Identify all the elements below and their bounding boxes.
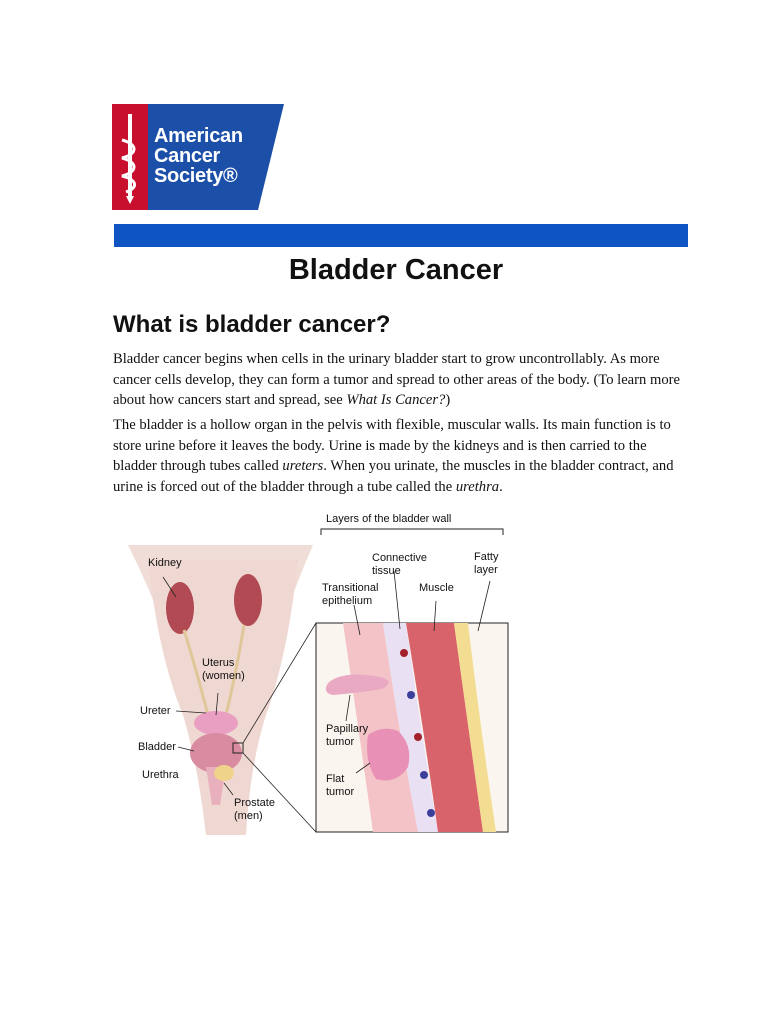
document-title: Bladder Cancer xyxy=(288,254,504,286)
anatomy-illustration xyxy=(128,505,518,840)
header-bar xyxy=(114,224,688,247)
label-papillary-tumor: Papillary tumor xyxy=(326,723,369,748)
figure-title: Layers of the bladder wall xyxy=(326,513,452,525)
bladder-anatomy-figure xyxy=(128,505,518,840)
paragraph-bladder xyxy=(113,415,683,497)
acs-logo xyxy=(112,104,284,210)
label-uterus: Uterus (women) xyxy=(202,657,245,682)
label-fatty-layer: Fatty layer xyxy=(474,551,499,576)
logo-line-2: Cancer xyxy=(154,145,221,167)
label-bladder: Bladder xyxy=(138,741,176,753)
paragraph-intro-text: Bladder cancer begins when cells in the urinary bladder start to grow uncontrollably. As more cancer cells develop, they can form a tumor and spread to other areas of the body. (To learn more about how cancers start and spread, see xyxy=(113,351,680,408)
label-urethra: Urethra xyxy=(142,769,179,781)
logo-line-3: Society® xyxy=(154,165,238,187)
label-connective-tissue: Connective tissue xyxy=(372,552,428,577)
section-heading: What is bladder cancer? xyxy=(113,311,391,338)
logo-wordmark xyxy=(154,126,243,186)
label-flat-tumor: Flat tumor xyxy=(326,773,355,798)
label-ureter: Ureter xyxy=(140,705,171,717)
label-kidney: Kidney xyxy=(148,557,182,569)
paragraph-intro xyxy=(113,349,683,411)
label-prostate: Prostate (men) xyxy=(234,797,275,822)
paragraph-intro-end: ) xyxy=(445,392,451,408)
term-urethra: urethra xyxy=(455,478,500,495)
paragraph-bladder-text-2: . When you urinate, the muscles in the bladder contract, and urine is forced out of the bladder through a tube called the xyxy=(113,458,674,495)
paragraph-bladder-text-1: The bladder is a hollow organ in the pelvis with flexible, muscular walls. Its main function is to store urine before it leaves the body. Urine is made by the kidneys and is then carried to the bladder through tubes called xyxy=(113,417,671,474)
label-muscle: Muscle xyxy=(419,582,454,594)
paragraph-bladder-text-3: . xyxy=(499,478,503,495)
term-ureters: ureters xyxy=(282,458,324,474)
logo-line-1: American xyxy=(154,125,243,147)
label-transitional-epithelium: Transitional epithelium xyxy=(322,582,379,607)
what-is-cancer-link[interactable]: What Is Cancer? xyxy=(346,392,446,408)
